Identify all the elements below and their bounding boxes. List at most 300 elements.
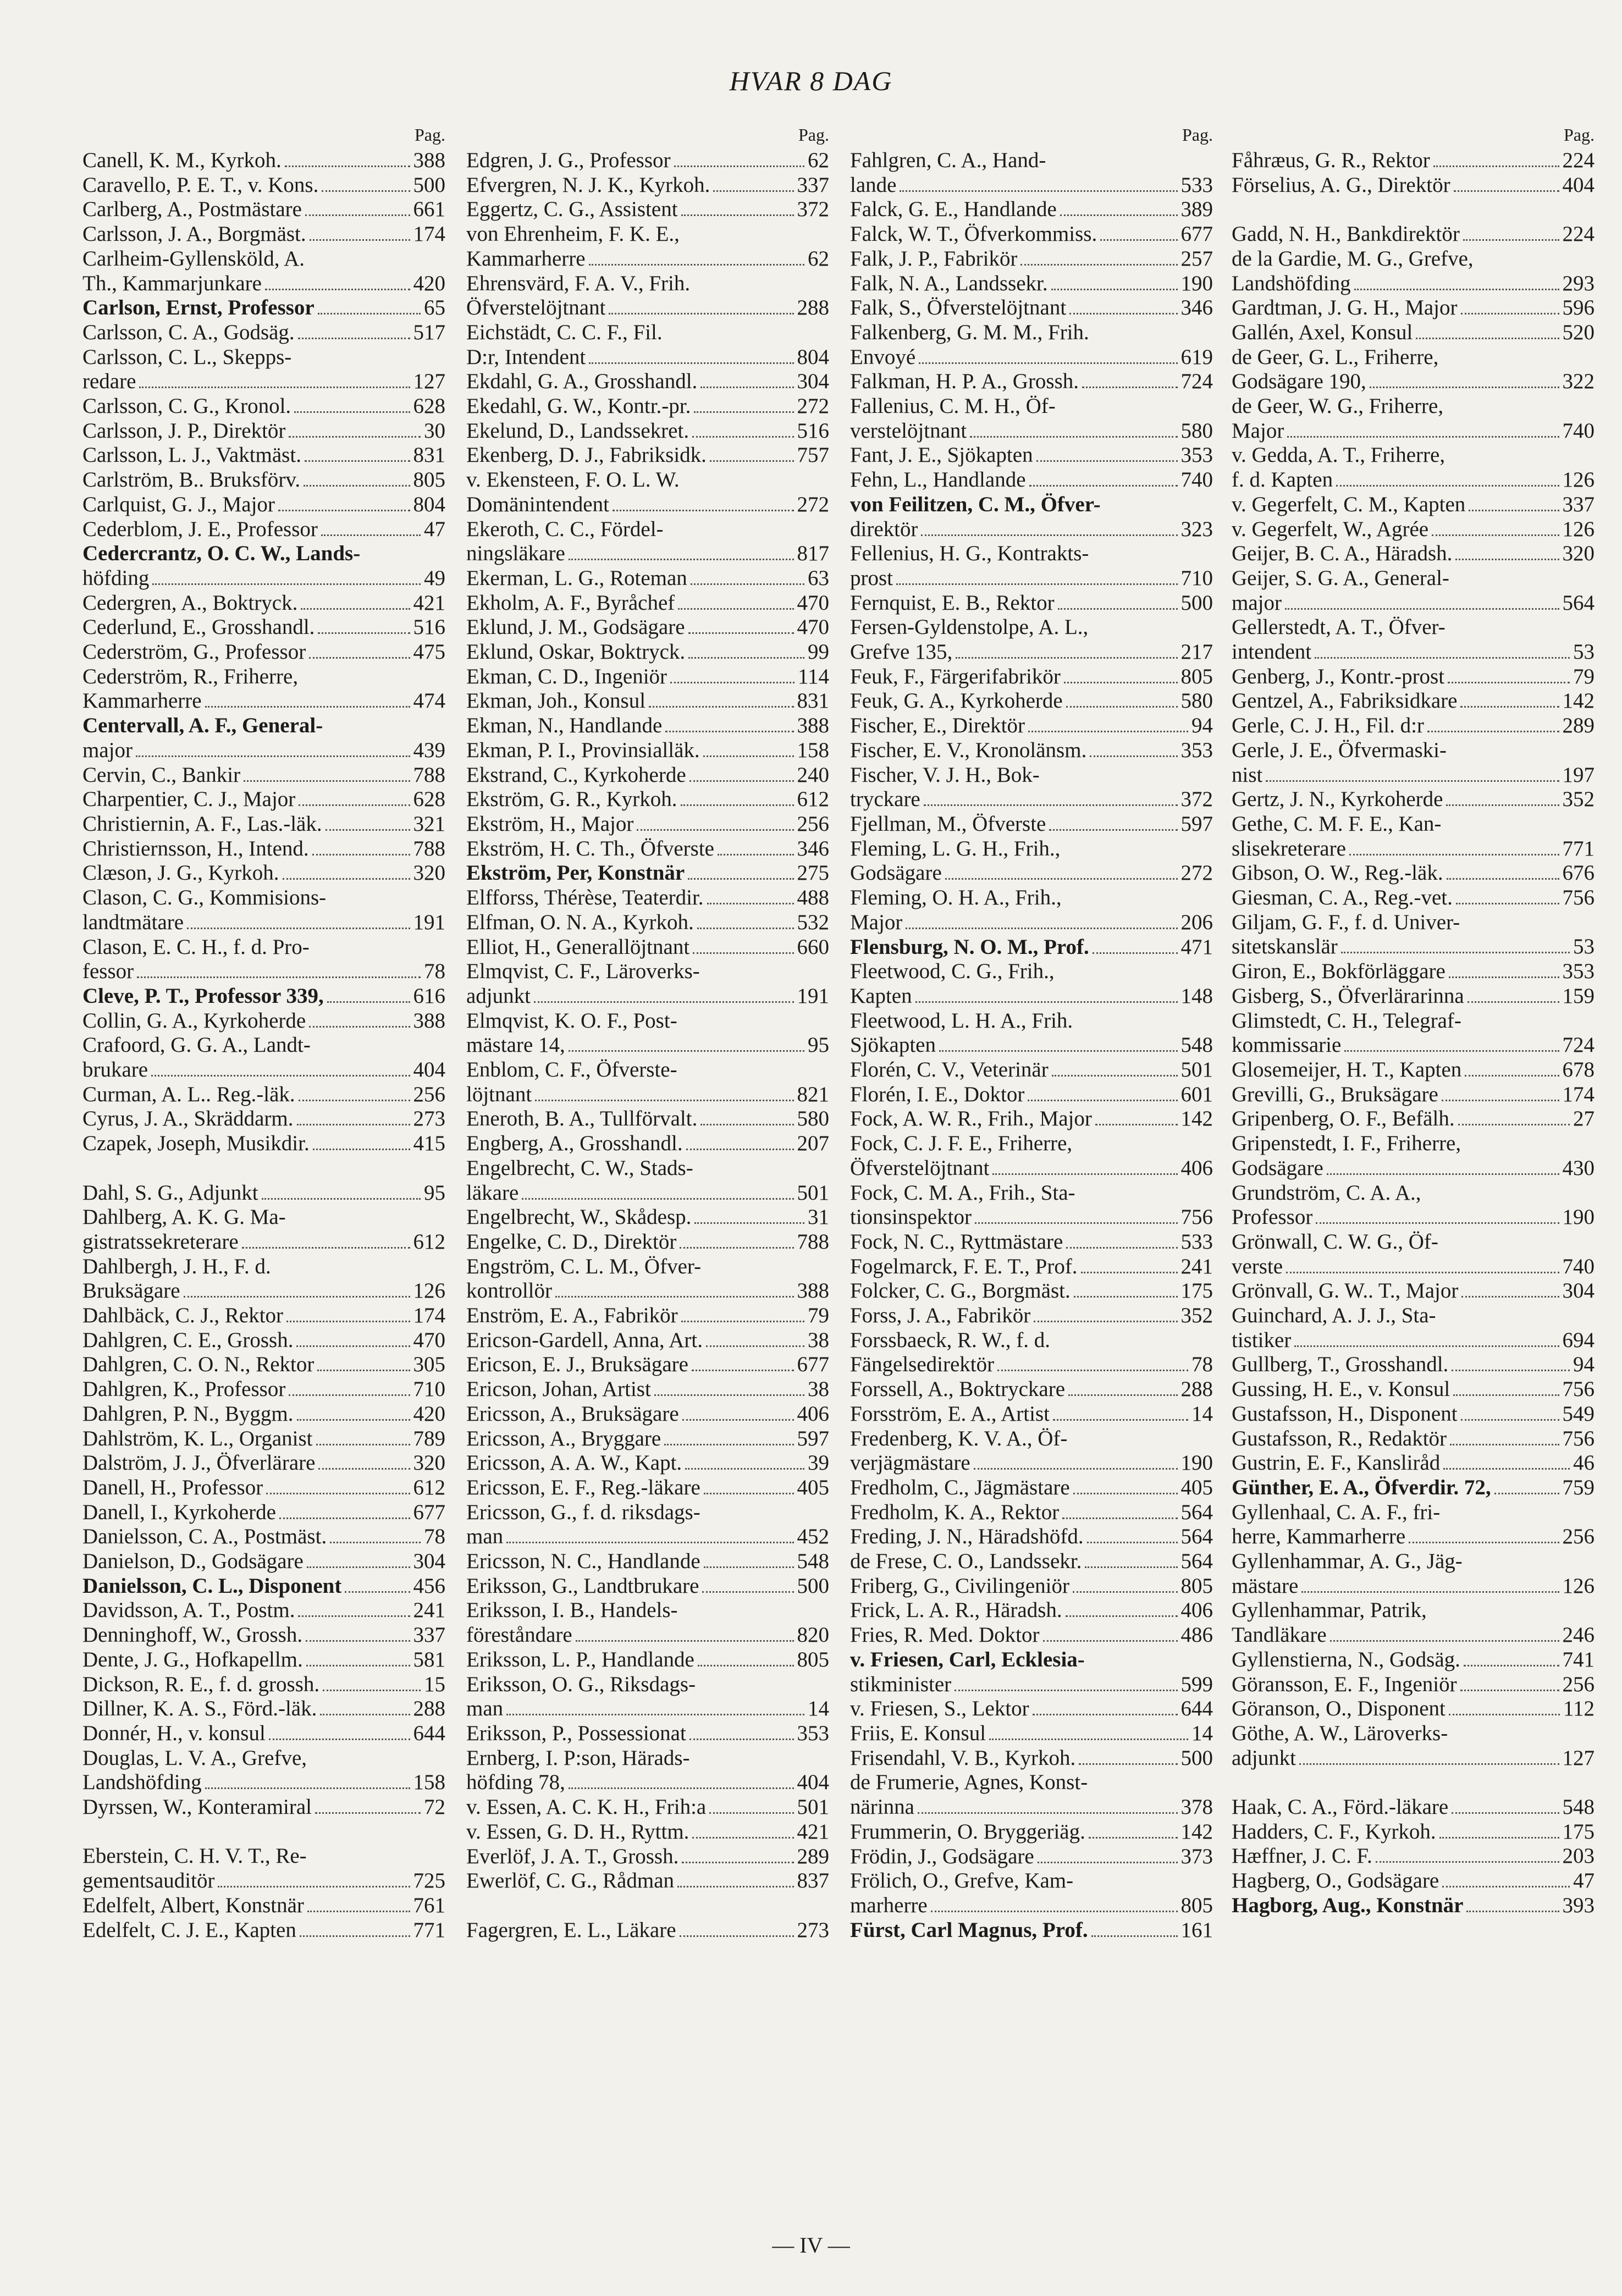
dot-leader [262, 1198, 421, 1200]
section-gap [466, 1894, 829, 1918]
index-entry [82, 959, 445, 984]
entry-name: tionsinspektor [850, 1205, 972, 1229]
dot-leader [931, 1911, 1178, 1912]
entry-page: 581 [413, 1647, 445, 1671]
entry-page: 337 [797, 173, 829, 197]
index-entry [850, 566, 1213, 591]
dot-leader [1461, 313, 1559, 314]
index-entry [466, 1156, 829, 1181]
dot-leader [300, 1935, 410, 1937]
entry-page: 353 [1562, 959, 1595, 984]
entry-name: Kammarherre [82, 689, 202, 713]
entry-name: Elfman, O. N. A., Kyrkoh. [466, 910, 694, 934]
entry-page: 65 [424, 296, 445, 320]
entry-name: Gripenstedt, I. F., Friherre, [1232, 1132, 1461, 1156]
entry-name: Gardtman, J. G. H., Major [1232, 296, 1458, 320]
entry-name: kommissarie [1232, 1033, 1342, 1057]
entry-name: Eriksson, I. B., Handels- [466, 1598, 678, 1622]
dot-leader [323, 1690, 421, 1691]
entry-name: Ericsson, A., Bryggare [466, 1426, 661, 1450]
dot-leader [1439, 1837, 1559, 1839]
index-entry [82, 1451, 445, 1476]
entry-page: 95 [808, 1033, 829, 1057]
entry-name: D:r, Intendent [466, 345, 586, 369]
index-entry [850, 837, 1213, 862]
dot-leader [1095, 1124, 1178, 1125]
index-entry [82, 1279, 445, 1304]
index-entry [1232, 272, 1595, 296]
index-entry [466, 566, 829, 591]
index-entry [1232, 493, 1595, 517]
entry-page: 597 [1180, 812, 1213, 836]
dot-leader [1299, 1763, 1559, 1765]
dot-leader [919, 362, 1177, 364]
entry-page: 159 [1562, 984, 1595, 1008]
dot-leader [670, 682, 795, 683]
dot-leader [707, 903, 794, 904]
entry-page: 757 [797, 443, 829, 467]
entry-page: 820 [797, 1623, 829, 1647]
entry-page: 352 [1180, 1304, 1213, 1328]
entry-name: redare [82, 369, 136, 394]
index-entry [850, 1770, 1213, 1795]
entry-name: Carlson, Ernst, Professor [82, 296, 315, 320]
index-entry [82, 787, 445, 812]
entry-page: 488 [797, 886, 829, 910]
index-entry [466, 615, 829, 640]
dot-leader [309, 1026, 410, 1028]
dot-leader [1028, 731, 1188, 732]
entry-name: Carlheim-Gyllensköld, A. [82, 246, 305, 271]
index-entry [82, 1328, 445, 1353]
dot-leader [1049, 829, 1177, 831]
entry-page: 533 [1180, 1229, 1213, 1254]
entry-page: 619 [1180, 345, 1213, 369]
entry-page: 404 [1562, 173, 1595, 197]
dot-leader [1100, 239, 1177, 241]
dot-leader [692, 436, 793, 438]
dot-leader [322, 190, 410, 192]
dot-leader [1087, 1542, 1178, 1543]
index-entry [466, 714, 829, 738]
entry-page: 612 [413, 1229, 445, 1254]
entry-name: Ekeroth, C. C., Fördel- [466, 517, 664, 541]
entry-page: 612 [413, 1475, 445, 1499]
entry-name: von Feilitzen, C. M., Öfver- [850, 492, 1101, 516]
entry-name: Ekström, Per, Konstnär [466, 861, 685, 885]
entry-page: 224 [1562, 222, 1595, 246]
entry-page: 53 [1573, 935, 1595, 959]
index-entry [466, 1673, 829, 1697]
entry-name: Elmqvist, K. O. F., Post- [466, 1008, 677, 1033]
index-entry [850, 443, 1213, 468]
index-entry [1232, 419, 1595, 444]
index-entry [466, 1230, 829, 1255]
dot-leader [316, 1444, 410, 1445]
dot-leader [997, 1370, 1188, 1371]
entry-name: Engström, C. L. M., Öfver- [466, 1254, 702, 1278]
index-entry [850, 247, 1213, 272]
entry-name: Giljam, G. F., f. d. Univer- [1232, 910, 1460, 934]
dot-leader [1452, 1370, 1570, 1371]
dot-leader [294, 411, 410, 413]
index-entry [850, 1795, 1213, 1820]
index-entry [82, 1107, 445, 1132]
index-entry [82, 837, 445, 862]
index-entry [850, 493, 1213, 517]
entry-name: Fant, J. E., Sjökapten [850, 443, 1033, 467]
entry-name: Sjökapten [850, 1033, 936, 1057]
entry-page: 175 [1562, 1819, 1595, 1844]
index-entry [850, 369, 1213, 394]
entry-page: 191 [413, 910, 445, 934]
index-entry [82, 296, 445, 321]
dot-leader [309, 657, 410, 659]
index-entry [82, 1549, 445, 1574]
entry-page: 62 [808, 148, 829, 172]
index-entry [466, 910, 829, 935]
entry-name: Cedergren, A., Boktryck. [82, 590, 298, 615]
entry-name: Danell, I., Kyrkoherde [82, 1500, 276, 1524]
dot-leader [1432, 534, 1559, 536]
index-entry [1232, 615, 1595, 640]
index-entry [850, 468, 1213, 493]
entry-name: Gripenberg, O. F., Befälh. [1232, 1107, 1455, 1131]
index-entry [466, 272, 829, 296]
index-entry [82, 419, 445, 444]
entry-name: Major [1232, 418, 1284, 443]
dot-leader [1427, 731, 1559, 732]
dot-leader [297, 1124, 410, 1125]
index-entry [466, 1549, 829, 1574]
dot-leader [609, 313, 793, 314]
dot-leader [1466, 1911, 1559, 1912]
dot-leader [310, 239, 410, 241]
index-entry [82, 1500, 445, 1525]
dot-leader [1062, 1517, 1177, 1519]
entry-name: Dahlström, K. L., Organist [82, 1426, 313, 1450]
entry-page: 516 [797, 418, 829, 443]
index-entry [850, 1476, 1213, 1500]
index-entry [82, 542, 445, 566]
index-column-4 [1232, 121, 1595, 1918]
entry-name: Gadd, N. H., Bankdirektör [1232, 222, 1460, 246]
entry-page: 756 [1180, 1205, 1213, 1229]
index-entry [1232, 1500, 1595, 1525]
index-entry [1232, 1427, 1595, 1451]
dot-leader [906, 928, 1177, 929]
entry-name: marherre [850, 1893, 928, 1917]
index-entry [82, 1623, 445, 1648]
entry-name: höfding 78, [466, 1770, 565, 1795]
entry-name: Danielson, D., Godsägare [82, 1549, 304, 1574]
entry-page: 677 [1180, 222, 1213, 246]
index-entry [82, 861, 445, 886]
index-entry [82, 1181, 445, 1206]
entry-page: 628 [413, 394, 445, 418]
dot-leader [1467, 1001, 1559, 1003]
index-entry [1232, 468, 1595, 493]
index-entry [82, 1795, 445, 1820]
entry-page: 78 [424, 959, 445, 984]
index-entry [82, 1255, 445, 1279]
dot-leader [278, 510, 410, 511]
entry-name: Clason, C. G., Kommisions- [82, 886, 327, 910]
entry-name: Ekenberg, D. J., Fabriksidk. [466, 443, 707, 467]
entry-name: Donnér, H., v. konsul [82, 1721, 266, 1745]
entry-name: Fredenberg, K. V. A., Öf- [850, 1426, 1068, 1450]
index-entry [82, 1721, 445, 1746]
entry-name: Fleetwood, C. G., Frih., [850, 959, 1055, 984]
index-entry [466, 1427, 829, 1451]
entry-name: Cyrus, J. A., Skräddarm. [82, 1107, 294, 1131]
index-entry [850, 517, 1213, 542]
index-entry [466, 640, 829, 665]
entry-page: 676 [1562, 861, 1595, 885]
dot-leader [569, 559, 794, 560]
index-entry [1232, 1205, 1595, 1230]
entry-page: 191 [797, 984, 829, 1008]
entry-name: Ekman, Joh., Konsul [466, 689, 646, 713]
entry-page: 805 [797, 1647, 829, 1671]
index-entry [850, 1451, 1213, 1476]
dot-leader [694, 411, 793, 413]
index-entry [850, 1181, 1213, 1206]
entry-page: 580 [797, 1107, 829, 1131]
entry-page: 788 [797, 1229, 829, 1254]
entry-name: gementsauditör [82, 1869, 215, 1893]
entry-name: Günther, E. A., Öfverdir. 72, [1232, 1475, 1491, 1499]
dot-leader [299, 1100, 410, 1101]
entry-name: Frölich, O., Grefve, Kam- [850, 1869, 1074, 1893]
dot-leader [589, 362, 793, 364]
entry-name: Fock, N. C., Ryttmästare [850, 1229, 1063, 1254]
entry-page: 548 [1562, 1795, 1595, 1819]
index-entry [850, 345, 1213, 370]
dot-leader [1064, 682, 1178, 683]
dot-leader [682, 1862, 793, 1863]
index-entry [1232, 1230, 1595, 1255]
entry-name: Domänintendent [466, 492, 609, 516]
index-entry [850, 1255, 1213, 1279]
index-entry [82, 910, 445, 935]
index-entry [1232, 714, 1595, 738]
entry-page: 677 [413, 1500, 445, 1524]
entry-name: Falkman, H. P. A., Grossh. [850, 369, 1079, 394]
entry-page: 272 [797, 492, 829, 516]
entry-page: 240 [797, 763, 829, 787]
entry-name: Falk, N. A., Landssekr. [850, 271, 1048, 295]
index-entry [850, 1402, 1213, 1427]
dot-leader [244, 780, 410, 782]
entry-page: 501 [797, 1180, 829, 1205]
index-entry [82, 812, 445, 837]
entry-name: Ehrensvärd, F. A. V., Frih. [466, 271, 691, 295]
entry-name: Grefve 135, [850, 640, 953, 664]
entry-name: Glimstedt, C. H., Telegraf- [1232, 1008, 1461, 1033]
index-entry [850, 1574, 1213, 1599]
entry-name: Carlström, B.. Bruksförv. [82, 468, 301, 492]
entry-page: 288 [413, 1697, 445, 1721]
index-entry [1232, 296, 1595, 321]
dot-leader [1443, 1468, 1570, 1470]
entry-name: Falkenberg, G. M. M., Frih. [850, 320, 1089, 344]
index-entry [82, 1697, 445, 1721]
dot-leader [136, 755, 410, 757]
dot-leader [1442, 1886, 1570, 1887]
dot-leader [506, 1714, 804, 1715]
entry-page: 49 [424, 566, 445, 590]
index-entry [850, 640, 1213, 665]
index-entry [1232, 1132, 1595, 1156]
index-entry [466, 1083, 829, 1107]
dot-leader [205, 1787, 410, 1789]
index-entry [1232, 1869, 1595, 1894]
index-entry [1232, 1844, 1595, 1869]
dot-leader [242, 1247, 410, 1249]
index-entry [82, 1132, 445, 1156]
dot-leader [1461, 1296, 1559, 1298]
index-entry [82, 1377, 445, 1402]
entry-name: Dente, J. G., Hofkapellm. [82, 1647, 303, 1671]
entry-page: 601 [1180, 1082, 1213, 1106]
entry-name: Christiernsson, H., Intend. [82, 836, 309, 860]
dot-leader [1453, 1394, 1559, 1396]
entry-name: Falk, S., Öfverstelöjtnant [850, 296, 1067, 320]
entry-page: 564 [1562, 590, 1595, 615]
index-entry [82, 763, 445, 788]
entry-name: Ericsson, E. F., Reg.-läkare [466, 1475, 700, 1499]
dot-leader [678, 608, 793, 610]
dot-leader [677, 1886, 793, 1887]
entry-name: Ericson-Gardell, Anna, Art. [466, 1328, 703, 1352]
dot-leader [1464, 1665, 1559, 1666]
entry-page: 372 [1180, 787, 1213, 812]
entry-name: Engelbrecht, C. W., Stads- [466, 1156, 693, 1180]
dot-leader [1285, 608, 1559, 610]
index-entry [850, 1230, 1213, 1255]
entry-page: 756 [1562, 1426, 1595, 1450]
dot-leader [297, 1419, 410, 1421]
entry-name: slisekreterare [1232, 836, 1346, 860]
index-entry [1232, 763, 1595, 788]
dot-leader [1344, 1050, 1559, 1052]
entry-page: 224 [1562, 148, 1595, 172]
entry-name: Ekedahl, G. W., Kontr.-pr. [466, 394, 691, 418]
entry-page: 272 [797, 394, 829, 418]
entry-name: Bruksägare [82, 1279, 180, 1303]
dot-leader [1082, 387, 1177, 388]
index-entry [850, 1525, 1213, 1549]
entry-page: 580 [1180, 418, 1213, 443]
entry-page: 190 [1562, 1205, 1595, 1229]
index-entry [850, 1427, 1213, 1451]
entry-name: Fernquist, E. B., Rektor [850, 590, 1055, 615]
dot-leader [688, 632, 794, 634]
entry-page: 771 [1562, 836, 1595, 860]
entry-page: 46 [1573, 1451, 1595, 1475]
entry-page: 47 [1573, 1869, 1595, 1893]
entry-name: landtmätare [82, 910, 184, 934]
index-entry [82, 1770, 445, 1795]
entry-page: 256 [1562, 1525, 1595, 1549]
dot-leader [576, 1640, 794, 1642]
index-entry [1232, 517, 1595, 542]
dot-leader [1091, 1935, 1178, 1937]
entry-name: Carlsson, L. J., Vaktmäst. [82, 443, 301, 467]
dot-leader [1266, 780, 1559, 782]
dot-leader [321, 534, 421, 536]
dot-leader [680, 1247, 793, 1249]
entry-page: 257 [1180, 246, 1213, 271]
index-entry [466, 1353, 829, 1377]
index-entry [850, 296, 1213, 321]
entry-page: 346 [1180, 296, 1213, 320]
dot-leader [718, 854, 794, 856]
entry-page: 596 [1562, 296, 1595, 320]
entry-page: 406 [797, 1401, 829, 1426]
entry-name: verjägmästare [850, 1451, 970, 1475]
entry-page: 520 [1562, 320, 1595, 344]
dot-leader [1460, 706, 1559, 708]
entry-name: ningsläkare [466, 542, 565, 566]
index-entry [1232, 1746, 1595, 1771]
entry-name: Eriksson, P., Possessionat [466, 1721, 686, 1745]
entry-name: Hadders, C. F., Kyrkoh. [1232, 1819, 1436, 1844]
index-entry [466, 1279, 829, 1304]
index-entry [1232, 369, 1595, 394]
entry-page: 756 [1562, 1377, 1595, 1401]
index-entry [1232, 1598, 1595, 1623]
index-column-3 [850, 121, 1213, 1942]
entry-page: 452 [797, 1525, 829, 1549]
entry-name: Grundström, C. A. A., [1232, 1180, 1421, 1205]
dot-leader [296, 1345, 410, 1347]
entry-name: Dahlgren, C. O. N., Rektor [82, 1353, 315, 1377]
entry-name: fessor [82, 959, 134, 984]
index-entry [466, 1574, 829, 1599]
entry-page: 517 [413, 320, 445, 344]
entry-page: 62 [808, 246, 829, 271]
index-entry [1232, 1279, 1595, 1304]
dot-leader [939, 1050, 1178, 1052]
index-entry [850, 1697, 1213, 1721]
entry-page: 710 [413, 1377, 445, 1401]
entry-page: 406 [1180, 1156, 1213, 1180]
entry-page: 471 [1180, 935, 1213, 959]
index-entry [82, 197, 445, 222]
entry-name: Dahl, S. G., Adjunkt [82, 1180, 258, 1205]
entry-name: Fries, R. Med. Doktor [850, 1623, 1040, 1647]
index-entry [466, 1697, 829, 1721]
entry-name: Gibson, O. W., Reg.-läk. [1232, 861, 1443, 885]
dot-leader [1074, 1296, 1178, 1298]
section-gap [1232, 1770, 1595, 1795]
dot-leader [205, 706, 410, 708]
index-entry [466, 837, 829, 862]
entry-name: Davidsson, A. T., Postm. [82, 1598, 295, 1622]
entry-name: Fredholm, K. A., Rektor [850, 1500, 1060, 1524]
entry-page: 126 [1562, 468, 1595, 492]
dot-leader [1294, 1345, 1559, 1347]
entry-name: Fellenius, H. G., Kontrakts- [850, 542, 1089, 566]
dot-leader [305, 214, 410, 216]
entry-name: Carlsson, C. L., Skepps- [82, 345, 292, 369]
index-entry [82, 369, 445, 394]
entry-name: adjunkt [466, 984, 531, 1008]
entry-name: major [82, 738, 133, 762]
entry-page: 31 [808, 1205, 829, 1229]
